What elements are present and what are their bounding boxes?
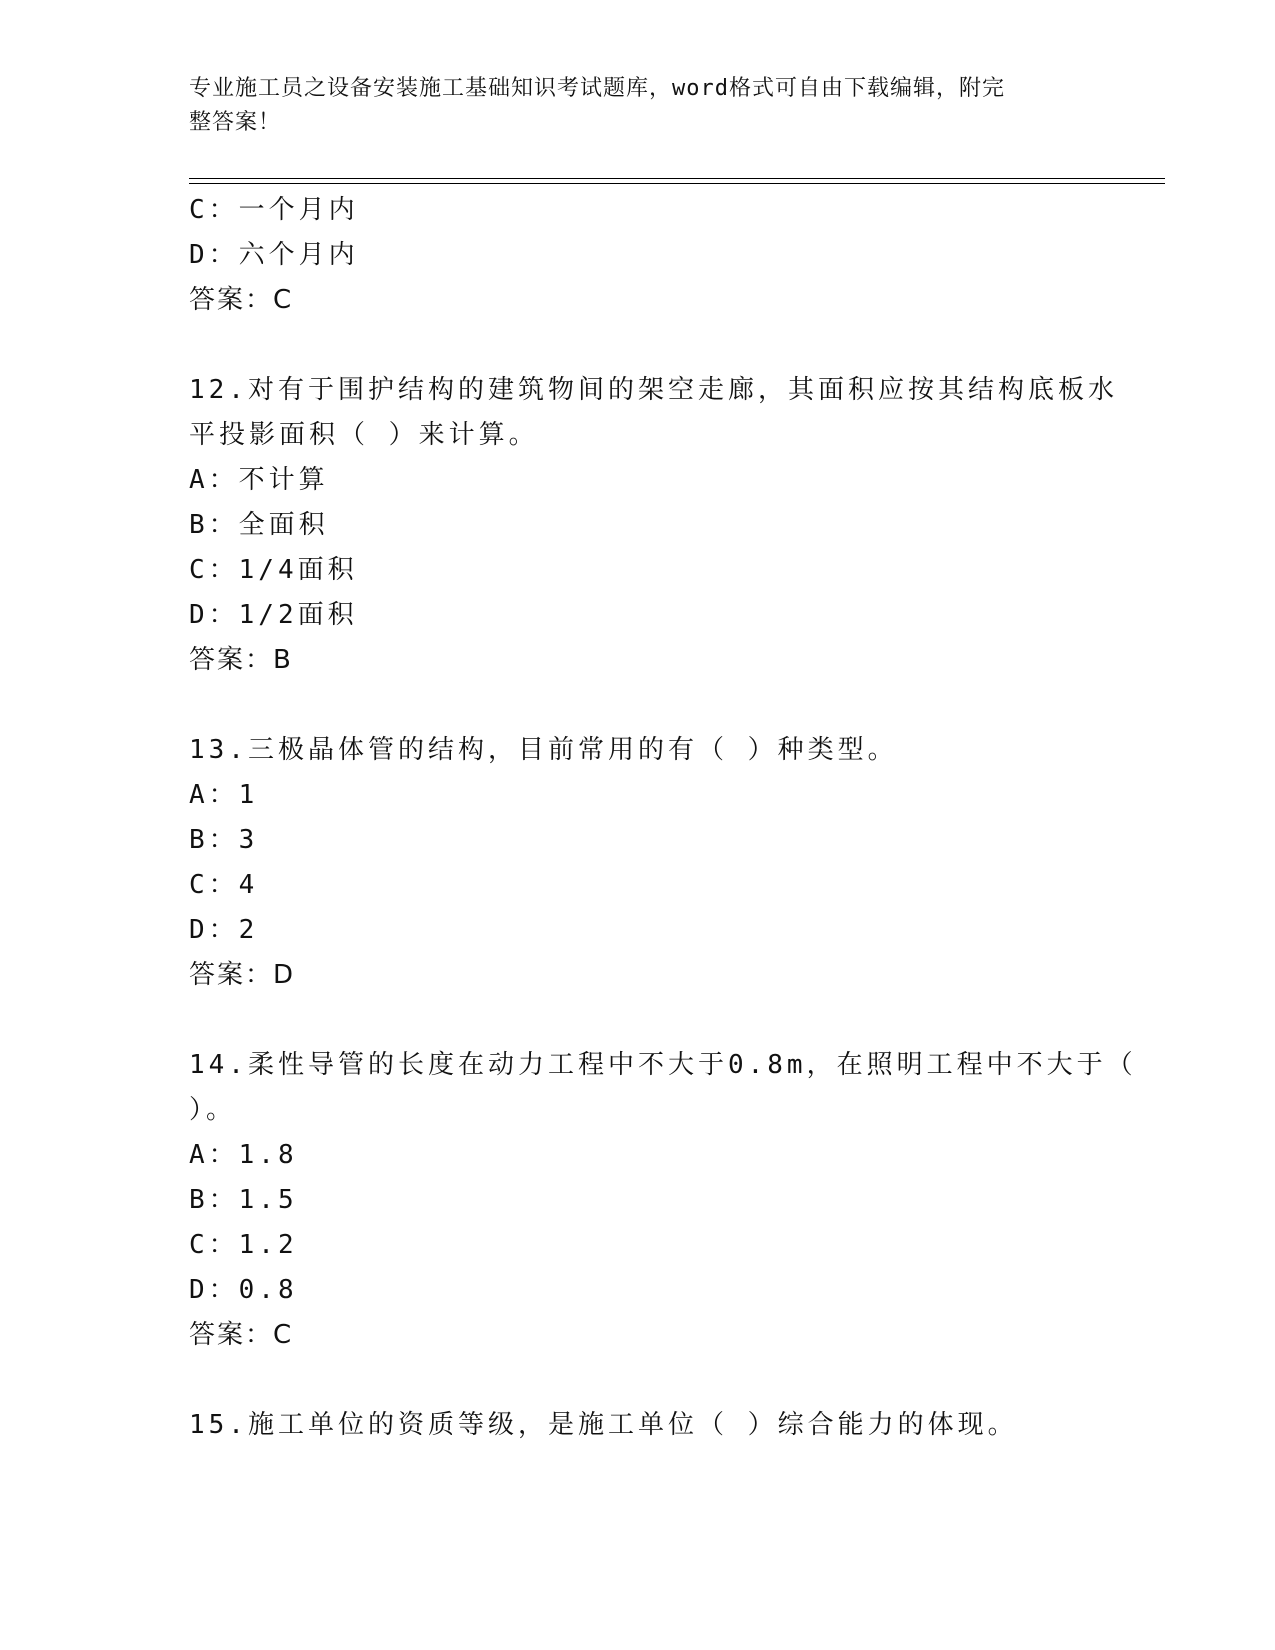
q11-option-d: D：六个月内 xyxy=(189,240,359,270)
q13-option-d: D：2 xyxy=(189,915,259,945)
q12-stem-line-2: 平投影面积（ ）来计算。 xyxy=(189,420,539,450)
q14-option-c: C：1.2 xyxy=(189,1230,298,1260)
header-divider-top xyxy=(189,178,1165,179)
header-title-line-1: 专业施工员之设备安装施工基础知识考试题库，word格式可自由下载编辑，附完 xyxy=(189,76,1005,101)
q12-option-a: A：不计算 xyxy=(189,465,329,495)
q12-stem-line-1: 12.对有于围护结构的建筑物间的架空走廊，其面积应按其结构底板水 xyxy=(189,375,1118,405)
q14-option-d: D：0.8 xyxy=(189,1275,298,1305)
q12-option-b: B：全面积 xyxy=(189,510,329,540)
q11-answer: 答案：C xyxy=(189,285,294,315)
q14-option-a: A：1.8 xyxy=(189,1140,298,1170)
q14-stem-line-2: ）。 xyxy=(189,1095,237,1125)
q12-answer: 答案：B xyxy=(189,645,293,675)
q13-option-c: C：4 xyxy=(189,870,259,900)
q13-option-a: A：1 xyxy=(189,780,259,810)
q12-option-c: C：1/4面积 xyxy=(189,555,358,585)
q11-option-c: C：一个月内 xyxy=(189,195,359,225)
q14-stem-line-1: 14.柔性导管的长度在动力工程中不大于0.8m，在照明工程中不大于（ xyxy=(189,1050,1137,1080)
q14-answer: 答案：C xyxy=(189,1320,294,1350)
q13-answer: 答案：D xyxy=(189,960,296,990)
document-header xyxy=(189,72,1069,140)
q12-option-d: D：1/2面积 xyxy=(189,600,358,630)
header-title-line-2: 整答案！ xyxy=(189,110,282,135)
q15-stem: 15.施工单位的资质等级，是施工单位（ ）综合能力的体现。 xyxy=(189,1410,1018,1440)
q13-option-b: B：3 xyxy=(189,825,259,855)
q13-stem: 13.三极晶体管的结构，目前常用的有（ ）种类型。 xyxy=(189,735,898,765)
header-divider-bottom xyxy=(189,183,1165,184)
q14-option-b: B：1.5 xyxy=(189,1185,298,1215)
